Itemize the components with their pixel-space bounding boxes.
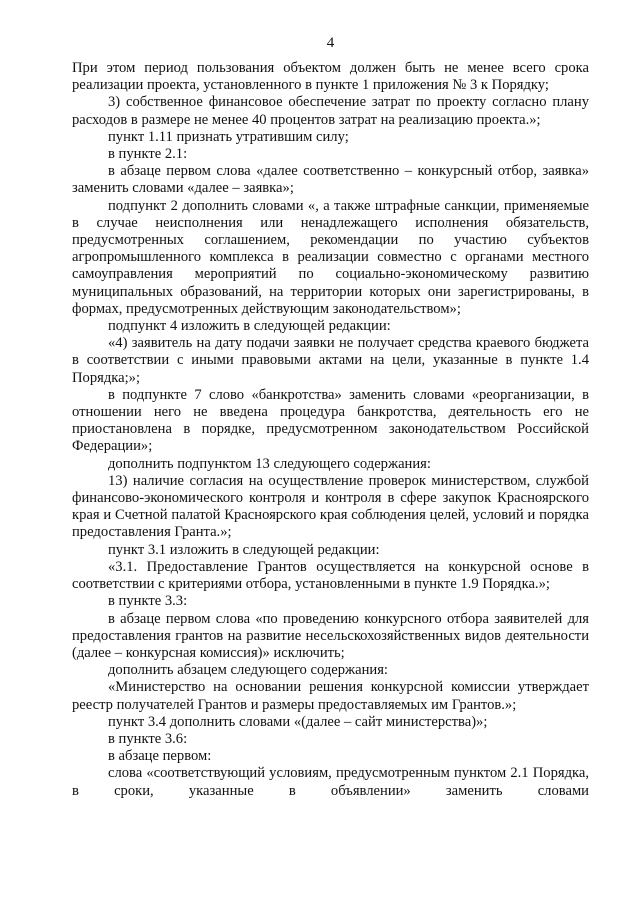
- paragraph-21: слова «соответствующий условиям, предусмотренным пунктом 2.1 Порядка, в сроки, указанные в объявлении» заменить словами: [72, 765, 589, 799]
- paragraph-3: пункт 1.11 признать утратившим силу;: [108, 128, 349, 145]
- paragraph-9: в подпункте 7 слово «банкротства» заменить словами «реорганизации, в отношении него не введена процедура банкротства, деятельность его не приостановлена в порядке, предусмотренном законодательством Российской Федерации»;: [72, 386, 589, 455]
- paragraph-7: подпункт 4 изложить в следующей редакции:: [108, 318, 391, 335]
- paragraph-14: в пункте 3.3:: [108, 593, 188, 610]
- paragraph-16: дополнить абзацем следующего содержания:: [108, 662, 388, 679]
- paragraph-4: в пункте 2.1:: [108, 146, 188, 163]
- document-body: [72, 60, 589, 800]
- paragraph-19: в пункте 3.6:: [108, 730, 188, 747]
- paragraph-17: «Министерство на основании решения конкурсной комиссии утверждает реестр получателей Грантов и размеры предоставляемых им Грантов.»;: [72, 679, 589, 713]
- paragraph-8: «4) заявитель на дату подачи заявки не получает средства краевого бюджета в соответствии с иными правовыми актами на цели, указанные в пункте 1.4 Порядка;»;: [72, 335, 589, 386]
- paragraph-20: в абзаце первом:: [108, 748, 212, 765]
- paragraph-15: в абзаце первом слова «по проведению конкурсного отбора заявителей для предоставления грантов на развитие несельскохозяйственных видов деятельности (далее – конкурсная комиссия)» исключить;: [72, 610, 589, 661]
- paragraph-1: При этом период пользования объектом должен быть не менее всего срока реализации проекта, установленного в пункте 1 приложения № 3 к Порядку;: [72, 60, 589, 94]
- page-number: 4: [326, 35, 335, 51]
- paragraph-18: пункт 3.4 дополнить словами «(далее – сайт министерства)»;: [108, 713, 488, 730]
- document-page: [72, 34, 589, 800]
- paragraph-13: «3.1. Предоставление Грантов осуществляется на конкурсной основе в соответствии с критериями отбора, установленными в пункте 1.9 Порядка.»;: [72, 558, 589, 593]
- paragraph-12: пункт 3.1 изложить в следующей редакции:: [108, 541, 380, 558]
- paragraph-11: 13) наличие согласия на осуществление проверок министерством, службой финансово-экономического контроля и контроля в сфере закупок Красноярского края и Счетной палатой Красноярского края соблюдения целей, условий и порядка предоставления Гранта.»;: [72, 472, 589, 541]
- paragraph-10: дополнить подпунктом 13 следующего содержания:: [108, 455, 431, 472]
- paragraph-2: 3) собственное финансовое обеспечение затрат по проекту согласно плану расходов в размере не менее 40 процентов затрат на реализацию проекта.»;: [72, 94, 589, 128]
- paragraph-6: подпункт 2 дополнить словами «, а также штрафные санкции, применяемые в случае неисполнения или ненадлежащего исполнения обязательств, предусмотренных соглашением, рекомендации по участию субъектов агропромышленного комплекса в реализации совместно с органами местного самоуправления мероприятий по социально-экономическому развитию муниципальных образований, на территории которых они зарегистрированы, в формах, предусмотренных действующим законодательством»;: [72, 197, 589, 317]
- paragraph-5: в абзаце первом слова «далее соответственно – конкурсный отбор, заявка» заменить словами «далее – заявка»;: [72, 163, 589, 197]
